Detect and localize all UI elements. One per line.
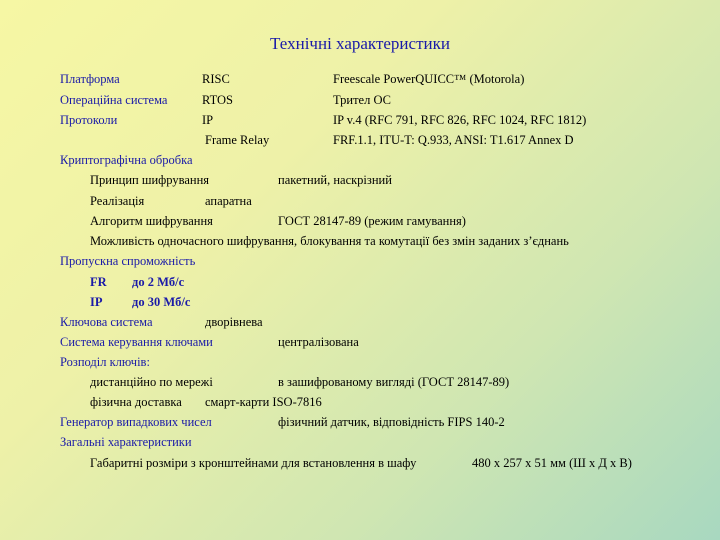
crypto-label: Криптографічна обробка xyxy=(60,153,193,167)
key-mgmt-value: централізована xyxy=(278,335,359,349)
os-label: Операційна система xyxy=(60,93,168,107)
key-remote-value: в зашифрованому вигляді (ГОСТ 28147-89) xyxy=(278,375,510,389)
crypto-principle-value: пакетний, наскрізний xyxy=(278,173,392,187)
os-value: RTOS xyxy=(202,93,233,107)
crypto-simultaneous: Можливість одночасного шифрування, блокування та комутації без змін заданих з’єднань xyxy=(90,234,569,248)
key-mgmt-label: Система керування ключами xyxy=(60,335,213,349)
crypto-impl-value: апаратна xyxy=(205,194,252,208)
crypto-impl-label: Реалізація xyxy=(90,194,145,208)
rng-label: Генератор випадкових чисел xyxy=(60,415,212,429)
general-dims-label: Габаритні розміри з кронштейнами для встановлення в шафу xyxy=(90,456,417,470)
protocols-value: IP xyxy=(202,113,214,127)
key-remote-label: дистанційно по мережі xyxy=(90,375,213,389)
general-dims-value: 480 x 257 x 51 мм (Ш х Д х В) xyxy=(472,456,632,470)
throughput-fr-value: до 2 Мб/с xyxy=(132,275,185,289)
page-title: Технічні характеристики xyxy=(270,34,450,53)
protocols-detail-2: FRF.1.1, ITU-T: Q.933, ANSI: T1.617 Annex D xyxy=(333,133,574,147)
key-distribution-label: Розподіл ключів: xyxy=(60,355,150,369)
crypto-algo-value: ГОСТ 28147-89 (режим гамування) xyxy=(278,214,466,228)
crypto-algo-label: Алгоритм шифрування xyxy=(90,214,213,228)
throughput-ip-label: IP xyxy=(90,295,103,309)
platform-label: Платформа xyxy=(60,72,120,86)
key-system-label: Ключова система xyxy=(60,315,153,329)
general-label: Загальні характеристики xyxy=(60,435,192,449)
throughput-fr-label: FR xyxy=(90,275,107,289)
throughput-label: Пропускна спроможність xyxy=(60,254,196,268)
protocols-label: Протоколи xyxy=(60,113,118,127)
protocols-value-2: Frame Relay xyxy=(205,133,270,147)
key-physical-value: смарт-карти ISO-7816 xyxy=(205,395,322,409)
crypto-principle-label: Принцип шифрування xyxy=(90,173,210,187)
key-physical-label: фізична доставка xyxy=(90,395,182,409)
rng-value: фізичний датчик, відповідність FIPS 140-2 xyxy=(278,415,505,429)
platform-value: RISC xyxy=(202,72,230,86)
throughput-ip-value: до 30 Мб/с xyxy=(132,295,191,309)
os-detail: Трител ОС xyxy=(333,93,391,107)
protocols-detail: IP v.4 (RFC 791, RFC 826, RFC 1024, RFC 1812) xyxy=(333,113,587,127)
platform-detail: Freescale PowerQUICC™ (Motorola) xyxy=(333,72,525,86)
key-system-value: дворівнева xyxy=(205,315,263,329)
